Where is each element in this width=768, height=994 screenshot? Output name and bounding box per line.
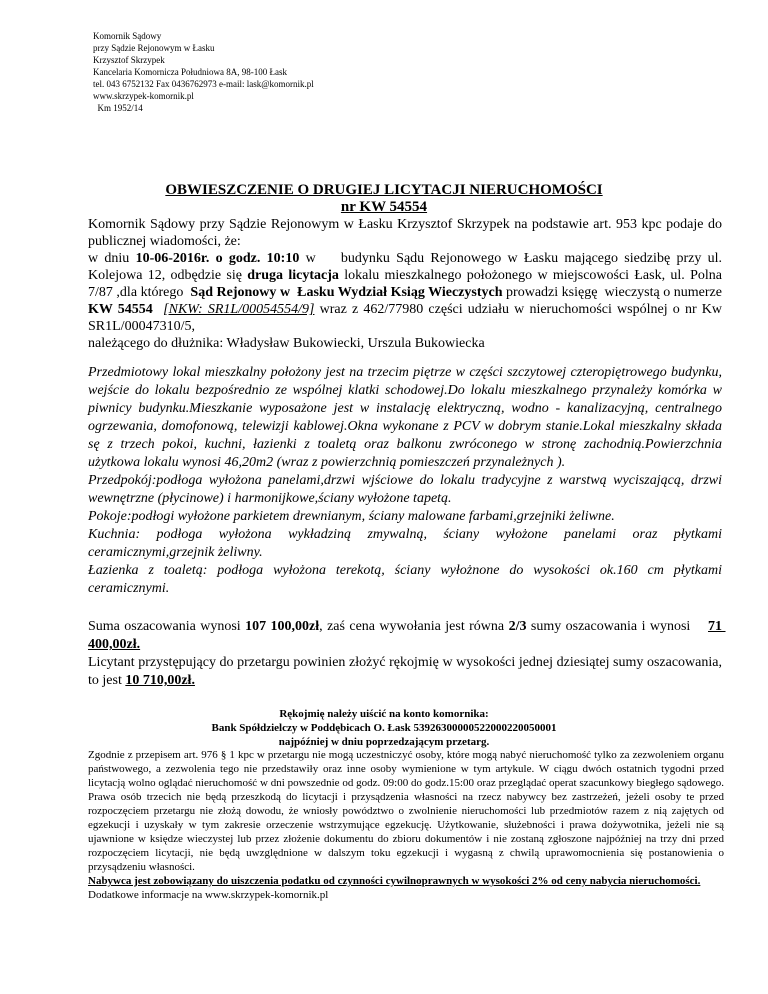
deposit-amount: 10 710,00zł. xyxy=(125,673,195,688)
valuation-sum: 107 100,00zł xyxy=(245,619,320,634)
bank-heading: Rękojmię należy uiścić na konto komornika: xyxy=(279,708,489,720)
description-paragraph: Łazienka z toaletą: podłoga wyłożona terekotą, ściany wyłożnone do wysokości ok.160 cm płytkami ceramicznymi. xyxy=(88,563,722,596)
additional-info: Dodatkowe informacje na www.skrzypek-komornik.pl xyxy=(88,889,329,901)
valuation-section xyxy=(88,618,726,690)
bailiff-header xyxy=(93,30,314,114)
court-name: Sąd Rejonowy w Łasku Wydział Ksiąg Wieczystych xyxy=(190,285,503,300)
bank-section xyxy=(0,707,768,749)
text: wraz z 462/77980 części udziału w nieruchomości wspólnej o nr Kw SR1L/00047310/5, xyxy=(88,302,726,334)
bank-account: Bank Spółdzielczy w Poddębicach O. Łask 53926300000522000220050001 xyxy=(211,722,557,734)
debtors-paragraph: należącego do dłużnika: Władysław Bukowiecki, Urszula Bukowiecka xyxy=(88,336,485,351)
starting-price: 71 400,00zł. xyxy=(88,619,726,652)
case-number: Km 1952/14 xyxy=(93,103,143,113)
description-paragraph: Kuchnia: podłoga wyłożona wykładziną zmywalną, ściany wyłożone panelami oraz płytkami ceramicznymi,grzejnik żeliwny. xyxy=(88,527,722,560)
header-line: Komornik Sądowy xyxy=(93,31,162,41)
bank-deadline: najpóźniej w dniu poprzedzającym przetarg. xyxy=(278,736,490,748)
nkw-number: [NKW: SR1L/00054554/9] xyxy=(163,302,315,317)
description-paragraph: Przedmiotowy lokal mieszkalny położony jest na trzecim piętrze w części szczytowej czteropiętrowego budynku, wejście do lokalu bezpośrednio ze wspólnej klatki schodowej.Do lokalu mieszkalnego przynależy komórka w piwnicy budynku.Mieszkanie wyposażone jest w instalację elektryczną, wodno - kanalizacyjną, centralnego ogrzewania, domofonową, telewizji kablowej.Okna wykonane z PCV w dobrym stanie.Lokal mieszkalny składa sę z trzech pokoi, kuchni, łazienki z toaletą oraz balkonu zwróconego w stronę zachodnią.Powierzchnia użytkowa lokalu wynosi 46,20m2 (wraz z powierzchnią pomieszczeń przynależnych ). xyxy=(88,365,722,470)
land-register-number: nr KW 54554 xyxy=(340,199,428,215)
tax-notice: Nabywca jest zobowiązany do uiszczenia podatku od czynności cywilnoprawnych w wysokości 2% od ceny nabycia nieruchomości. xyxy=(88,875,701,887)
header-line: przy Sądzie Rejonowym w Łasku xyxy=(93,43,215,53)
intro-paragraph: Komornik Sądowy przy Sądzie Rejonowym w Łasku Krzysztof Skrzypek na podstawie art. 953 kpc podaje do publicznej wiadomości, że: xyxy=(88,217,722,249)
text: Suma oszacowania wynosi xyxy=(88,619,246,634)
document-title: OBWIESZCZENIE O DRUGIEJ LICYTACJI NIERUCHOMOŚCI xyxy=(165,182,603,198)
price-fraction: 2/3 xyxy=(508,619,527,634)
text: , zaś cena wywołania jest równa xyxy=(319,619,509,634)
text: prowadzi księgę wieczystą o numerze xyxy=(502,285,726,300)
legal-section xyxy=(88,748,724,902)
text: w dniu xyxy=(88,251,136,266)
description-paragraph: Przedpokój:podłoga wyłożona panelami,drzwi wjściowe do lokalu tradycyjne z warstwą wyciszającą, drzwi wewnętrzne (płycinowe) i harmonijkowe,ściany wyłożone tapetą. xyxy=(88,473,722,506)
valuation-paragraph xyxy=(88,618,726,654)
intro-section xyxy=(88,216,726,352)
text: w budynku Sądu Rejonowego w Łasku mającego siedzibę przy ul. Kolejowa 12, odbędzie się xyxy=(88,251,726,283)
text xyxy=(153,302,163,317)
auction-type: druga licytacja xyxy=(247,268,339,283)
deposit-paragraph xyxy=(88,654,722,690)
legal-paragraph: Zgodnie z przepisem art. 976 § 1 kpc w przetargu nie mogą uczestniczyć osoby, które mogą nabyć nieruchomość tylko za zezwoleniem organu państwowego, a zezwolenia tego nie przedstawiły oraz inne osoby wymienione w tym artykule. W ciągu dwóch ostatnich tygodni przed licytacją wolno oglądać nieruchomość w dni powszednie od godz. 09:00 do godz.15:00 oraz przeglądać operat szacunkowy biegłego sądowego. Prawa osób trzecich nie będą przeszkodą do licytacji i przysądzenia własności na rzecz nabywcy bez zastrzeżeń, jeżeli osoby te przed rozpoczęciem przetargu nie złożą dowodu, że wniosły powództwo o zwolnienie nieruchomości lub przedmiotów razem z nią zajętych od egzekucji i uzyskały w tym zakresie orzeczenie wstrzymujące egzekucję. Użytkowanie, służebności i prawa dożywotnika, jeżeli nie są ujawnione w księdze wieczystej lub przez złożenie dokumentu do zbioru dokumentów i nie zostaną zgłoszone najpóźniej na trzy dni przed rozpoczęciem licytacji, nie będą uwzględnione w dalszym toku egzekucji i wygasną z chwilą uprawomocnienia się postanowienia o przysądzeniu własności. xyxy=(88,749,724,873)
header-line: tel. 043 6752132 Fax 0436762973 e-mail: lask@komornik.pl xyxy=(93,79,314,89)
kw-number: KW 54554 xyxy=(88,302,153,317)
description-paragraph: Pokoje:podłogi wyłożone parkietem drewnianym, ściany malowane farbami,grzejniki żeliwne. xyxy=(88,509,615,524)
text: lokalu mieszkalnego położonego w miejscowości Łask, ul. Polna 7/87 ,dla którego xyxy=(88,268,726,300)
auction-date: 10-06-2016r. o godz. 10:10 xyxy=(135,251,300,266)
text: sumy oszacowania i wynosi xyxy=(526,619,709,634)
header-line: Krzysztof Skrzypek xyxy=(93,55,165,65)
text: Licytant przystępujący do przetargu powinien złożyć rękojmię w wysokości jednej dziesiątej sumy oszacowania, to jest xyxy=(88,655,722,688)
auction-details-paragraph xyxy=(88,250,726,335)
header-line: Kancelaria Komornicza Południowa 8A, 98-100 Łask xyxy=(93,67,287,77)
header-line: www.skrzypek-komornik.pl xyxy=(93,91,194,101)
property-description xyxy=(88,364,722,598)
